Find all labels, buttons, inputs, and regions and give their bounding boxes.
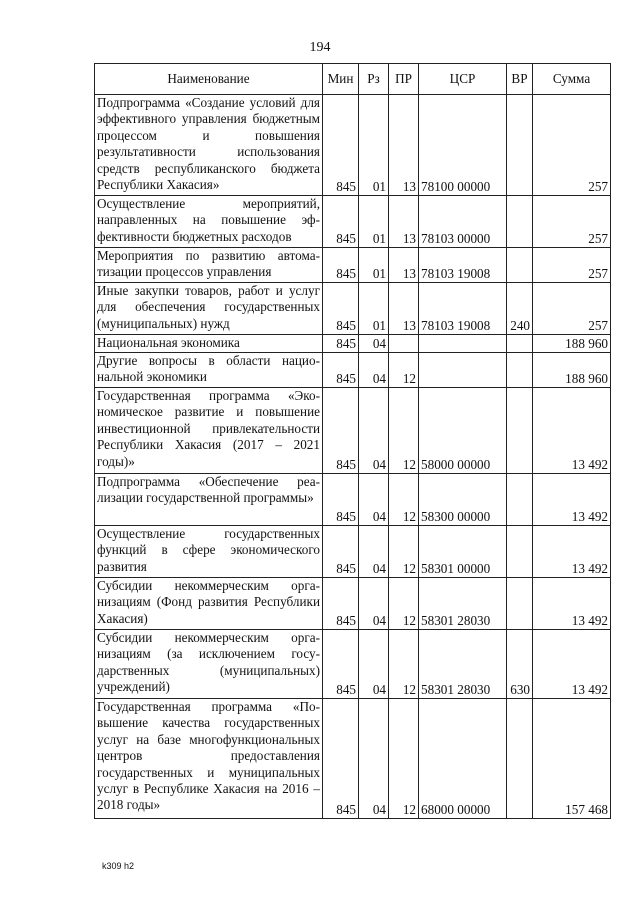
- footer-code: k309 h2: [102, 861, 135, 871]
- row-csr: 78103 00000: [419, 196, 507, 248]
- row-csr: 68000 00000: [419, 699, 507, 819]
- row-name: Мероприятия по развитию автоматизации процессов управления: [95, 248, 323, 283]
- row-rz: 04: [359, 526, 389, 578]
- row-name: Государственная программа «Экономическое развитие и повышение инвестиционной привлекательности Республики Хакасия (2017 – 2021 годы)»: [95, 388, 323, 474]
- row-sum: 13 492: [533, 474, 611, 526]
- row-rz: 04: [359, 353, 389, 388]
- row-csr: 58300 00000: [419, 474, 507, 526]
- row-min: 845: [323, 95, 359, 196]
- row-min: 845: [323, 335, 359, 353]
- table-row: [95, 630, 611, 699]
- row-name: Субсидии некоммерческим организациям (за исключением государственных (муниципальных) учреждений): [95, 630, 323, 699]
- row-min: 845: [323, 699, 359, 819]
- row-min: 845: [323, 388, 359, 474]
- row-name: Государственная программа «Повышение качества государственных услуг на базе многофункциональных центров предоставления государственных и муниципальных услуг в Республике Хакасия на 2016 – 2018 годы»: [95, 699, 323, 819]
- row-sum: 188 960: [533, 335, 611, 353]
- header-sum: Сумма: [533, 64, 611, 95]
- page-number: 194: [309, 40, 331, 55]
- table-row: [95, 526, 611, 578]
- row-sum: 257: [533, 248, 611, 283]
- header-min: Мин: [323, 64, 359, 95]
- table-row: [95, 353, 611, 388]
- row-min: 845: [323, 578, 359, 630]
- row-csr: [419, 335, 507, 353]
- header-csr: ЦСР: [419, 64, 507, 95]
- row-sum: 13 492: [533, 578, 611, 630]
- row-sum: 188 960: [533, 353, 611, 388]
- table-row: [95, 388, 611, 474]
- row-vr: [507, 335, 533, 353]
- row-csr: 78100 00000: [419, 95, 507, 196]
- row-name: Подпрограмма «Создание условий для эффективного управления бюджетным процессом и повышения результативности использования средств республиканского бюджета Республики Хакасия»: [95, 95, 323, 196]
- table-row: [95, 248, 611, 283]
- row-vr: [507, 353, 533, 388]
- row-vr: [507, 95, 533, 196]
- row-vr: [507, 196, 533, 248]
- row-csr: 78103 19008: [419, 248, 507, 283]
- row-csr: 58301 28030: [419, 578, 507, 630]
- row-sum: 13 492: [533, 630, 611, 699]
- row-csr: 78103 19008: [419, 283, 507, 335]
- row-rz: 04: [359, 335, 389, 353]
- row-rz: 01: [359, 248, 389, 283]
- table-row: [95, 95, 611, 196]
- row-pr: 12: [389, 630, 419, 699]
- row-vr: [507, 699, 533, 819]
- row-name: Иные закупки товаров, работ и услуг для обеспечения государственных (муниципальных) нужд: [95, 283, 323, 335]
- row-min: 845: [323, 526, 359, 578]
- row-name: Национальная экономика: [95, 335, 323, 353]
- row-pr: 13: [389, 95, 419, 196]
- row-sum: 13 492: [533, 388, 611, 474]
- row-rz: 04: [359, 630, 389, 699]
- row-vr: 240: [507, 283, 533, 335]
- row-name: Подпрограмма «Обеспечение реализации государственной программы»: [95, 474, 323, 526]
- row-min: 845: [323, 196, 359, 248]
- row-pr: 12: [389, 474, 419, 526]
- row-vr: [507, 578, 533, 630]
- row-vr: [507, 248, 533, 283]
- row-pr: [389, 335, 419, 353]
- row-pr: 12: [389, 353, 419, 388]
- row-pr: 13: [389, 248, 419, 283]
- row-min: 845: [323, 283, 359, 335]
- row-sum: 257: [533, 283, 611, 335]
- row-min: 845: [323, 353, 359, 388]
- row-vr: [507, 388, 533, 474]
- row-rz: 01: [359, 196, 389, 248]
- row-sum: 157 468: [533, 699, 611, 819]
- table-row: [95, 196, 611, 248]
- row-vr: [507, 474, 533, 526]
- row-vr: 630: [507, 630, 533, 699]
- row-pr: 13: [389, 283, 419, 335]
- row-pr: 12: [389, 578, 419, 630]
- header-rz: Рз: [359, 64, 389, 95]
- row-name: Осуществление государственных функций в сфере экономического развития: [95, 526, 323, 578]
- row-rz: 04: [359, 578, 389, 630]
- header-vr: ВР: [507, 64, 533, 95]
- table-row: [95, 578, 611, 630]
- budget-table: [94, 63, 611, 819]
- table-row: [95, 699, 611, 819]
- row-rz: 04: [359, 699, 389, 819]
- row-rz: 04: [359, 474, 389, 526]
- table-row: [95, 474, 611, 526]
- table-row: [95, 283, 611, 335]
- row-pr: 12: [389, 526, 419, 578]
- table-header-row: [95, 64, 611, 95]
- row-csr: 58301 28030: [419, 630, 507, 699]
- header-name: Наименование: [95, 64, 323, 95]
- row-name: Субсидии некоммерческим организациям (Фонд развития Республики Хакасия): [95, 578, 323, 630]
- row-min: 845: [323, 474, 359, 526]
- row-csr: 58000 00000: [419, 388, 507, 474]
- row-sum: 13 492: [533, 526, 611, 578]
- row-pr: 12: [389, 699, 419, 819]
- row-min: 845: [323, 248, 359, 283]
- row-sum: 257: [533, 95, 611, 196]
- row-rz: 01: [359, 283, 389, 335]
- row-rz: 04: [359, 388, 389, 474]
- row-vr: [507, 526, 533, 578]
- row-pr: 13: [389, 196, 419, 248]
- row-min: 845: [323, 630, 359, 699]
- row-name: Осуществление мероприятий, направленных на повышение эффективности бюджетных расходов: [95, 196, 323, 248]
- table-row: [95, 335, 611, 353]
- row-csr: 58301 00000: [419, 526, 507, 578]
- row-pr: 12: [389, 388, 419, 474]
- row-csr: [419, 353, 507, 388]
- row-sum: 257: [533, 196, 611, 248]
- row-name: Другие вопросы в области национальной экономики: [95, 353, 323, 388]
- header-pr: ПР: [389, 64, 419, 95]
- row-rz: 01: [359, 95, 389, 196]
